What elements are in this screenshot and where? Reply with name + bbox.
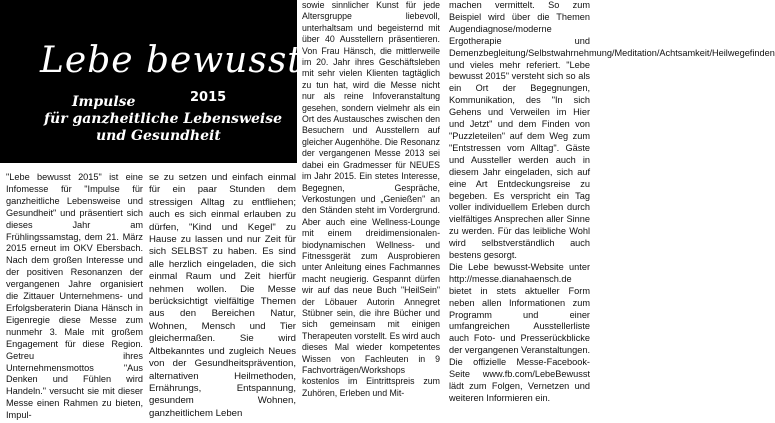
- banner-subtitle: [44, 94, 304, 145]
- article-paragraph: "Lebe bewusst 2015" ist eine Infomesse für "Impulse für ganzheitliche Lebensweise und Gesundheit" und präsentiert sich dieses Jahr am Frühlingssamstag, dem 21. März 2015 erneut im OKV Ebersbach. Nach dem großen Interesse und der positiven Resonanzen der vergangenen Jahre organisiert die Zittauer Unternehmens- und Erfolgsberaterin Diana Hänsch in Eigenregie diese Messe zum nunmehr 3. Male mit großem Engagement für diese Region. Getreu ihres Unternehmensmottos "Aus Denken und Fühlen wird Handeln." versucht sie mit dieser Messe einen Rahmen zu bieten, Impul-: [6, 172, 143, 421]
- article-paragraph-website: Die Lebe bewusst-Website unter http://messe.dianahaensch.de bietet in stets aktueller Form neben allen Informationen zum Programm und einer umfangreichen Ausstellerliste auch Foto- und Presserückblicke der vergangenen Veranstaltungen. Die offizielle Messe-Facebook-Seite www.fb.com/LebeBewusst lädt zum Folgen, Vernetzen und weiteren Informieren ein.: [449, 261, 590, 403]
- banner-year: 2015: [190, 90, 227, 105]
- banner-subtitle-line-1: Impulse: [72, 94, 136, 110]
- article-paragraph: machen vermittelt. So zum Beispiel wird über die Themen Augendiagnose/moderne Ergotherapie und Demenzbegleitung/Selbstwahrnehmung/Meditation/Achtsamkeit/Heilwegefinden und vieles mehr referiert. "Lebe bewusst 2015" versteht sich so als ein Ort der Begegnungen, Kommunikation, des "In sich Gehens und Verweilen im Hier und Jetzt" und dem Finden von "Puzzleteilen" auf dem Weg zum "Entstressen vom Alltag". Gäste und Aussteller werden auch in diesem Jahr eingeladen, sich auf eine Art Entdeckungsreise zu begeben. Es verspricht ein Tag voller individuellem Erleben durch vielfältiges Ansprechen aller Sinne zu werden. Für das leibliche Wohl wird selbstverständlich auch bestens gesorgt.: [449, 0, 775, 261]
- article-column-4: [449, 0, 775, 405]
- event-banner: [0, 0, 319, 163]
- article-paragraph: sowie sinnlicher Kunst für jede Altersgruppe liebevoll, unterhaltsam und begeisternd mit über 40 Ausstellern präsentieren. Von Frau Hänsch, die mittlerweile im 20. Jahr ihres Geschäftsleben mit sehr vielen Klienten tagtäglich zu tun hat, wird die Messe nicht nur als reine Infoveranstaltung gesehen, sondern vielmehr als ein Ort des Austausches zwischen den Besuchern und Ausstellern auf gleicher Augenhöhe. Die Resonanz der vergangenen Messe 2013 sei dabei ein Gradmesser für NEUES im Jahr 2015. Ein stetes Interesse, Begegnen, Gespräche, Verkostungen und „Genießen" an den Ständen steht im Vordergrund. Aber auch eine Wellness-Lounge mit einem dreidimensionalen-biodynamischen Wellness- und Fitnessgerät zum Ausprobieren unter Anleitung eines Fachmannes macht neugierig. Gespannt dürfen wir auf das neue Buch "HeilSein" der Löbauer Autorin Annegret Stübner sein, die ihre Bücher und sich gemeinsam mit einigen Therapeuten vorstellt. Es wird auch dieses Mal wieder kompetentes Wissen von Fachleuten in 9 Fachvorträgen/Workshops kostenlos im Eintrittspreis zum Zuhören, Erleben und Mit-: [302, 0, 440, 398]
- article-column-1: [6, 172, 143, 422]
- banner-title: Lebe bewusst!: [40, 40, 319, 81]
- banner-subtitle-line-3: und Gesundheit: [96, 128, 221, 144]
- article-paragraph: se zu setzen und einfach einmal für ein paar Stunden dem stressigen Alltag zu entfliehen; auch es sich einmal erlauben zu dürfen, "Kind und Kegel" zu Hause zu lassen und nur Zeit für sich SELBST zu haben. Es sind alle herzlich eingeladen, die sich einmal Raum und Zeit hierfür nehmen wollen. Die Messe berücksichtigt vielfältige Themen aus den Bereichen Natur, Wohnen, Mensch und Tier gleichermaßen. Sie wird Altbekanntes und zugleich Neues von der Gesundheitsprävention, alternativen Heilmethoden, Ernährungs, Entspannung, gesundem Wohnen, ganzheitlichem Leben: [149, 172, 296, 419]
- article-column-3: [302, 0, 440, 399]
- article-column-2: [149, 172, 296, 420]
- banner-subtitle-line-2: für ganzheitliche Lebensweise: [44, 111, 283, 127]
